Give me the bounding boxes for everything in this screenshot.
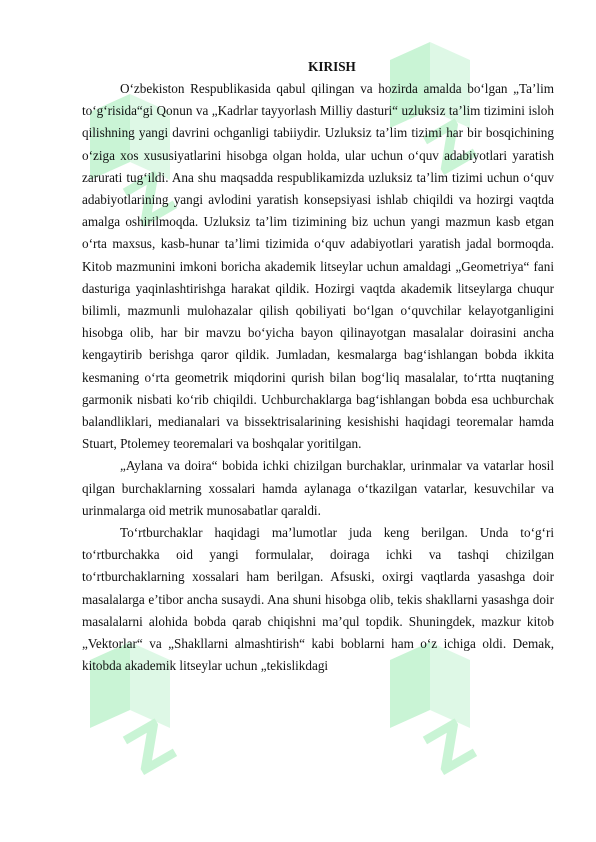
paragraph: To‘rtburchaklar haqidagi ma’lumotlar juda keng berilgan. Unda to‘g‘ri to‘rtburchakka oid yangi formulalar, doiraga ichki va tashqi chizilgan to‘rtburchaklarning xossalari ham berilgan. Afsuski, oxirgi vaqtlarda yasashga doir masalalarga e’tibor ancha susaydi. Ana shuni hisobga olib, tekis shakllarni yasashga doir masalalarni alohida bobda qarab chiqishni ma’qul topdik. Shuningdek, mazkur kitob „Vektorlar“ va „Shakllarni almashtirish“ kabi boblarni ham o‘z ichiga oldi. Demak, kitobda akademik litseylar uchun „tekislikdagi: [82, 525, 554, 674]
svg-text:Z: Z: [114, 158, 187, 242]
svg-text:Z: Z: [414, 106, 487, 190]
svg-text:Z: Z: [114, 706, 187, 790]
svg-text:Z: Z: [414, 706, 487, 790]
paragraph: „Aylana va doira“ bobida ichki chizilgan burchaklar, urinmalar va vatarlar hosil qilgan burchaklarning xossalari hamda aylanaga o‘tkazilgan vatarlar, kesuvchilar va urinmalarga oid metrik munosabatlar qaraldi.: [82, 458, 554, 518]
page-title: KIRISH: [308, 59, 356, 74]
paragraph: O‘zbekiston Respublikasida qabul qilingan va hozirda amalda bo‘lgan „Ta’lim to‘g‘risida“gi Qonun va „Kadrlar tayyorlash Milliy dasturi“ uzluksiz ta’lim tizimini isloh qilishning yangi davrini ochganligi tabiiydir. Uzluksiz ta’lim tizimi har bir bosqichining o‘ziga xos xususiyatlarini hisobga olgan holda, ular uchun o‘quv adabiyotlari yaratish zarurati tug‘ildi. Ana shu maqsadda respublikamizda uzluksiz ta’lim tizimi uchun o‘quv adabiyotlarining yangi avlodini yaratish konsepsiyasi ishlab chiqildi va hozirgi vaqtda amalga oshirilmoqda. Uzluksiz ta’lim tizimining biz uchun yangi mazmun kasb etgan o‘rta maxsus, kasb-hunar ta’limi tizimida o‘quv adabiyotlari yaratish jadal bormoqda. Kitob mazmunini imkoni boricha akademik litseylar uchun amaldagi „Geometriya“ fani dasturiga yaqinlashtirishga harakat qildik. Hozirgi vaqtda akademik litseylarga chuqur bilimli, mazmunli mulohazalar qilish qobiliyati bo‘lgan o‘quvchilar kelayotganligini hisobga olib, har bir mavzu bo‘yicha bayon qilinayotgan masalalar doirasini ancha kengaytirib berishga qaror qildik. Jumladan, kesmalarga bag‘ishlangan bobda ikkita kesmaning o‘rta geometrik miqdorini qurish bilan bog‘liq masalalar, to‘rtta nuqtaning garmonik nisbati ko‘rib chiqildi. Uchburchaklarga bag‘ishlangan bobda esa uchburchak balandliklari, medianalari va bissektrisalarining kesishishi haqidagi teoremalar hamda Stuart, Ptolemey teoremalari va boshqalar yoritilgan.: [82, 81, 554, 452]
document-body: [82, 56, 554, 677]
